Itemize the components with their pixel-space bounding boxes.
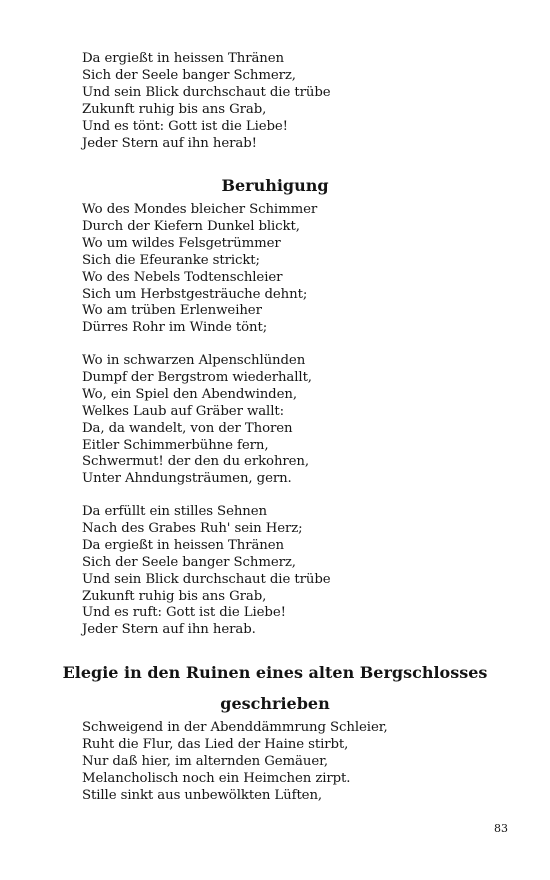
poem-line: Melancholisch noch ein Heimchen zirpt. bbox=[82, 770, 351, 786]
poem-line: Schweigend in der Abenddämmrung Schleier, bbox=[82, 720, 388, 735]
poem-line: Jeder Stern auf ihn herab. bbox=[82, 622, 256, 638]
poem-line: Jeder Stern auf ihn herab! bbox=[82, 135, 257, 151]
poem-line: Wo in schwarzen Alpenschlünden bbox=[82, 353, 306, 368]
poem-line: Zukunft ruhig bis ans Grab, bbox=[82, 588, 267, 604]
poem-line: Wo, ein Spiel den Abendwinden, bbox=[82, 386, 297, 402]
poem-line: Sich die Efeuranke strickt; bbox=[82, 252, 260, 268]
poem1-stanza-2 bbox=[82, 353, 482, 488]
poem-line: Zukunft ruhig bis ans Grab, bbox=[82, 101, 267, 117]
poem1-stanza-3 bbox=[82, 504, 482, 639]
poem-line: Da erfüllt ein stilles Sehnen bbox=[82, 504, 267, 519]
poem-line: Und es ruft: Gott ist die Liebe! bbox=[82, 605, 286, 621]
poem-line: Nach des Grabes Ruh' sein Herz; bbox=[82, 520, 303, 536]
poem-line: Dürres Rohr im Winde tönt; bbox=[82, 320, 268, 336]
poem-line: Eitler Schimmerbühne fern, bbox=[82, 437, 269, 453]
poem-line: Sich um Herbstgesträuche dehnt; bbox=[82, 286, 308, 302]
poem-line: Wo des Mondes bleicher Schimmer bbox=[82, 202, 318, 217]
poem-title-elegie-line1: Elegie in den Ruinen eines alten Bergschlosses bbox=[62, 663, 488, 682]
poem-line: Ruht die Flur, das Lied der Haine stirbt, bbox=[82, 736, 349, 752]
poem-line: Wo des Nebels Todtenschleier bbox=[82, 269, 283, 285]
poem2-stanza-1 bbox=[82, 720, 482, 805]
poem-line: Unter Ahndungsträumen, gern. bbox=[82, 471, 292, 487]
poem-line: Durch der Kiefern Dunkel blickt, bbox=[82, 218, 300, 234]
poem-line: Da ergießt in heissen Thränen bbox=[82, 51, 284, 66]
poem-line: Wo am trüben Erlenweiher bbox=[82, 303, 262, 319]
poem-title-elegie-line2: geschrieben bbox=[220, 694, 330, 713]
poem-line: Schwermut! der den du erkohren, bbox=[82, 454, 310, 470]
poem-line: Und sein Blick durchschaut die trübe bbox=[82, 84, 331, 100]
poem-line: Wo um wildes Felsgetrümmer bbox=[82, 235, 281, 251]
poem-line: Und sein Blick durchschaut die trübe bbox=[82, 571, 331, 587]
poem-title-beruhigung: Beruhigung bbox=[221, 176, 329, 195]
poem1-stanza-1 bbox=[82, 202, 482, 337]
poem-line: Da, da wandelt, von der Thoren bbox=[82, 420, 293, 436]
poem-line: Sich der Seele banger Schmerz, bbox=[82, 554, 296, 570]
poem-line: Nur daß hier, im alternden Gemäuer, bbox=[82, 753, 329, 769]
poem-line: Sich der Seele banger Schmerz, bbox=[82, 67, 296, 83]
poem-line: Stille sinkt aus unbewölkten Lüften, bbox=[82, 787, 323, 803]
poem-line: Und es tönt: Gott ist die Liebe! bbox=[82, 118, 288, 134]
poem-line: Welkes Laub auf Gräber wallt: bbox=[82, 403, 284, 419]
stanza-continuation bbox=[82, 51, 482, 152]
poem-line: Dumpf der Bergstrom wiederhallt, bbox=[82, 369, 312, 385]
poem-line: Da ergießt in heissen Thränen bbox=[82, 537, 284, 553]
page-number: 83 bbox=[494, 822, 508, 835]
